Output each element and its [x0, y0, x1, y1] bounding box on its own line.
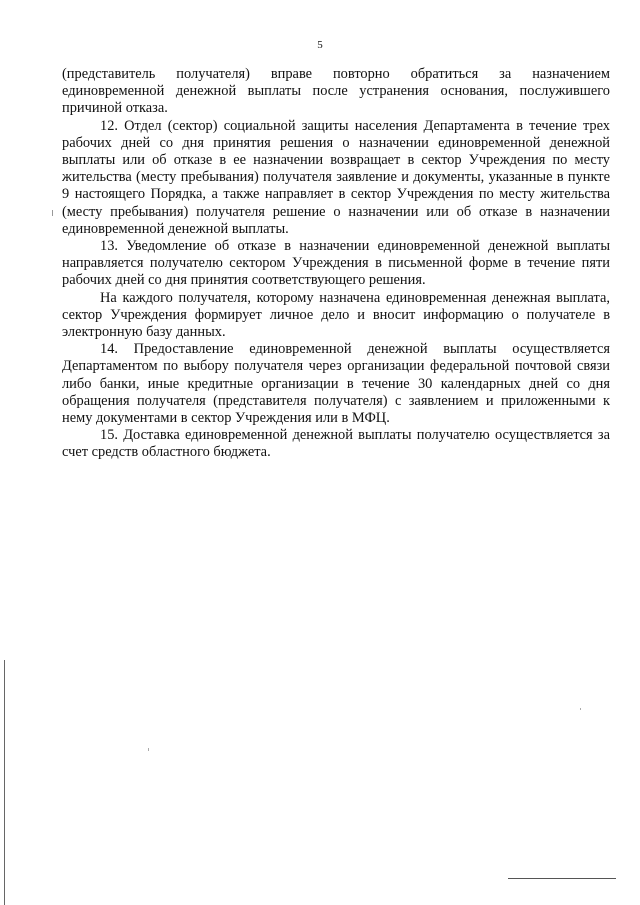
paragraph-continuation: (представитель получателя) вправе повторно обратиться за назначением единовременной денежной выплаты после устранения основания, послужившего причиной отказа. — [62, 66, 610, 117]
paragraph-item-15: 15. Доставка единовременной денежной выплаты получателю осуществляется за счет средств областного бюджета. — [62, 427, 610, 461]
scan-edge-line — [4, 660, 5, 905]
page-number: 5 — [317, 39, 323, 51]
document-body — [62, 66, 610, 462]
scan-speck — [580, 708, 581, 710]
paragraph-item-14: 14. Предоставление единовременной денежной выплаты осуществляется Департаментом по выбору получателя через организации федеральной почтовой связи либо банки, иные кредитные организации в течение 30 календарных дней со дня обращения получателя (представителя получателя) с заявлением и приложенными к нему документами в сектор Учреждения или в МФЦ. — [62, 341, 610, 427]
scan-speck — [52, 210, 53, 216]
paragraph-personal-file: На каждого получателя, которому назначена единовременная денежная выплата, сектор Учреждения формирует личное дело и вносит информацию о получателе в электронную базу данных. — [62, 289, 610, 341]
paragraph-item-12: 12. Отдел (сектор) социальной защиты населения Департамента в течение трех рабочих дней со дня принятия решения о назначении единовременной денежной выплаты или об отказе в ее назначении возвращает в сектор Учреждения по месту жительства (месту пребывания) получателя заявление и документы, указанные в пункте 9 настоящего Порядка, а также направляет в сектор Учреждения по месту жительства (месту пребывания) получателя решение о назначении или об отказе в назначении единовременной денежной выплаты. — [62, 117, 610, 237]
scan-speck — [148, 748, 149, 751]
scan-bottom-rule — [508, 878, 616, 879]
paragraph-item-13: 13. Уведомление об отказе в назначении единовременной денежной выплаты направляется получателю сектором Учреждения в письменной форме в течение пяти рабочих дней со дня принятия соответствующего решения. — [62, 238, 610, 289]
